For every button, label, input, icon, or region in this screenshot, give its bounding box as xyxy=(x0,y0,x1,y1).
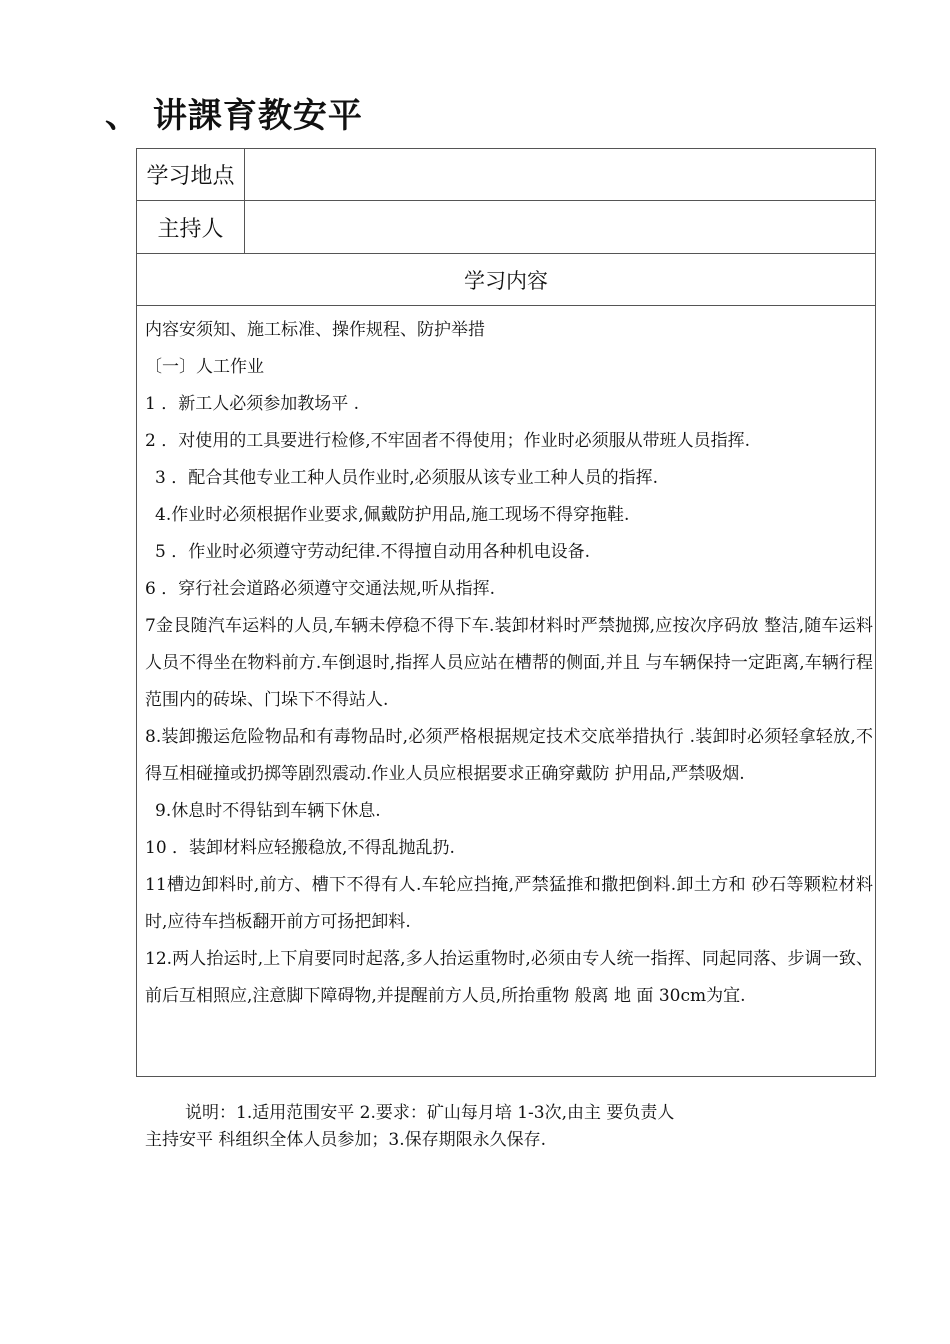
list-item: 12.两人抬运时,上下肩要同时起落,多人抬运重物时,必须由专人统一指挥、同起同落、步调一致、前后互相照应,注意脚下障碍物,并提醒前方人员,所抬重物 般离 地 面 30cm为宜. xyxy=(145,949,873,1006)
training-record-form xyxy=(136,148,876,1077)
host-field[interactable] xyxy=(245,201,875,253)
location-label: 学习地点 xyxy=(137,149,245,200)
list-item: 2 ．对使用的工具要进行检修,不牢固者不得使用；作业时必须服从带班人员指挥. xyxy=(145,431,751,451)
list-item: 8.装卸搬运危险物品和有毒物品时,必须严格根据规定技术交底举措执行 .装卸时必须轻拿轻放,不得互相碰撞或扔掷等剧烈震动.作业人员应根据要求正确穿戴防 护用品,严禁吸烟. xyxy=(145,727,873,784)
content-header: 学习内容 xyxy=(137,254,875,306)
host-label: 主持人 xyxy=(137,201,245,253)
host-row xyxy=(137,201,875,254)
location-field[interactable] xyxy=(245,149,875,200)
content-body xyxy=(137,306,875,1076)
list-item: 3 ．配合其他专业工种人员作业时,必须服从该专业工种人员的指挥. xyxy=(155,468,659,488)
footnote-line-2: 主持安平 科组织全体人员参加；3.保存期限永久保存. xyxy=(145,1130,547,1150)
list-item: 1 ．新工人必须参加教场平 . xyxy=(145,394,360,414)
list-item: 4.作业时必须根据作业要求,佩戴防护用品,施工现场不得穿拖鞋. xyxy=(155,505,630,525)
list-item: 5 ．作业时必须遵守劳动纪律.不得擅自动用各种机电设备. xyxy=(155,542,591,562)
list-item: 11槽边卸料时,前方、槽下不得有人.车轮应挡掩,严禁猛推和撒把倒料.卸土方和 砂石等颗粒材料时,应待车挡板翻开前方可扬把卸料. xyxy=(145,875,873,932)
page-title: 、 讲課育教安平 xyxy=(105,96,363,136)
list-item: 6 ．穿行社会道路必须遵守交通法规,听从指挥. xyxy=(145,579,496,599)
list-item: 10 ．装卸材料应轻搬稳放,不得乱抛乱扔. xyxy=(145,838,455,858)
content-intro: 内容安须知、施工标准、操作规程、防护举措 xyxy=(145,320,485,340)
list-item: 7金艮随汽车运料的人员,车辆未停稳不得下车.装卸材料时严禁抛掷,应按次序码放 整洁,随车运料人员不得坐在物料前方.车倒退时,指挥人员应站在槽帮的侧面,并且 与车辆保持一定距离,车辆行程范围内的砖垛、门垛下不得站人. xyxy=(145,616,873,710)
footnote xyxy=(145,1100,873,1154)
subheading: 〔一〕人工作业 xyxy=(145,357,264,377)
list-item: 9.休息时不得钻到车辆下休息. xyxy=(155,801,381,821)
footnote-line-1: 说明：1.适用范围安平 2.要求：矿山每月培 1-3次,由主 要负责人 xyxy=(185,1103,675,1123)
location-row xyxy=(137,149,875,201)
